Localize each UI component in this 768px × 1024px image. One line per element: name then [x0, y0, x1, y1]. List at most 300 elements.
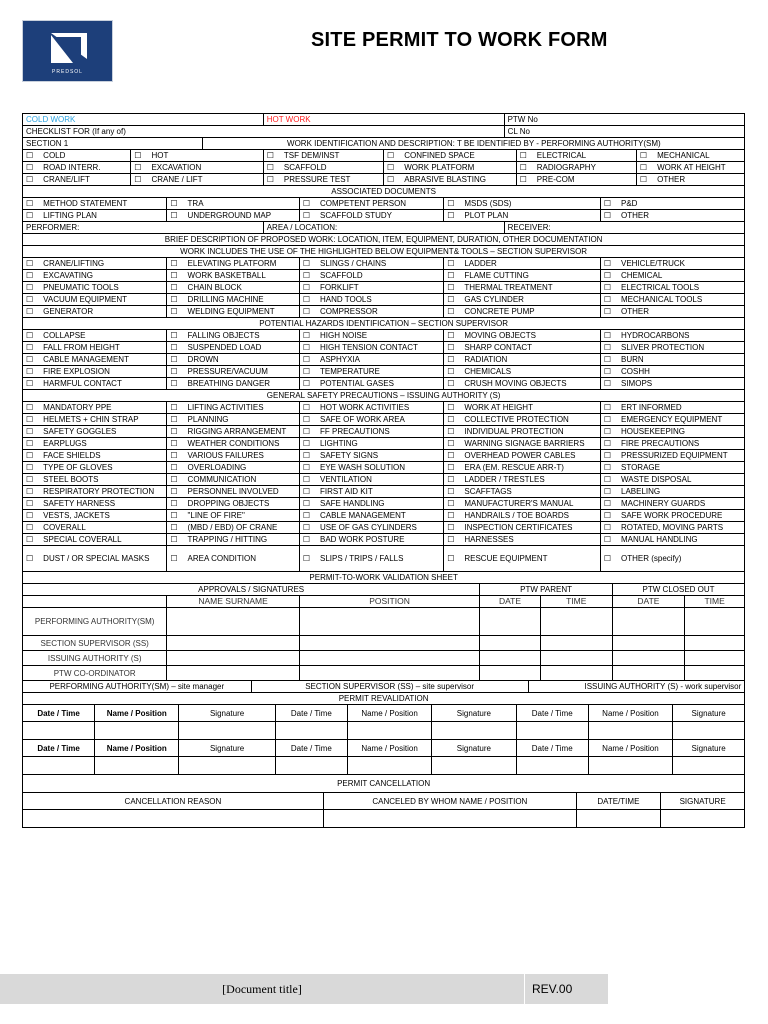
checkbox-item[interactable]	[23, 522, 167, 534]
checkbox-item[interactable]	[384, 150, 517, 162]
signature-entry-cell[interactable]	[685, 608, 745, 636]
checkbox-label: TRAPPING / HITTING	[187, 535, 268, 544]
checkbox-label: ELECTRICAL	[536, 151, 587, 160]
checkbox-item[interactable]	[444, 510, 601, 522]
checkbox-item[interactable]	[23, 498, 167, 510]
checkbox-label: METHOD STATEMENT	[43, 199, 128, 208]
checkbox-label: RESCUE EQUIPMENT	[464, 554, 548, 563]
checkbox-item[interactable]	[600, 282, 744, 294]
checkbox-item[interactable]	[444, 366, 601, 378]
checkbox-label: MOVING OBJECTS	[464, 331, 536, 340]
revalidation-entry-cell[interactable]	[516, 722, 588, 740]
checkbox-label: FALL FROM HEIGHT	[43, 343, 120, 352]
checkbox-item[interactable]	[263, 174, 383, 186]
signature-entry-cell[interactable]	[167, 651, 299, 666]
checkbox-label: FACE SHIELDS	[43, 451, 101, 460]
revalidation-entry-cell[interactable]	[432, 757, 516, 775]
checkbox-item[interactable]	[23, 462, 167, 474]
checkbox-label: DROWN	[187, 355, 219, 364]
checkbox-label: PNEUMATIC TOOLS	[43, 283, 119, 292]
revalidation-heading: Date / Time	[516, 705, 588, 722]
checkbox-item[interactable]	[23, 426, 167, 438]
checkbox-item[interactable]	[600, 210, 744, 222]
checkbox-label: ABRASIVE BLASTING	[404, 175, 487, 184]
checkbox-label: COVERALL	[43, 523, 86, 532]
checkbox-label: VEHICLE/TRUCK	[621, 259, 686, 268]
checkbox-item[interactable]	[167, 270, 299, 282]
checkbox-label: ERT INFORMED	[621, 403, 682, 412]
checkbox-item[interactable]	[167, 366, 299, 378]
revalidation-entry-cell[interactable]	[588, 722, 672, 740]
revalidation-entry-cell[interactable]	[23, 757, 95, 775]
signature-entry-cell[interactable]	[480, 651, 540, 666]
checkbox-item[interactable]	[636, 174, 744, 186]
checkbox-label: EXCAVATING	[43, 271, 93, 280]
cancel-signature-heading: SIGNATURE	[660, 793, 744, 810]
checkbox-item[interactable]	[167, 450, 299, 462]
checkbox-label: SUSPENDED LOAD	[187, 343, 262, 352]
revalidation-entry-cell[interactable]	[95, 757, 179, 775]
footer-divider	[524, 974, 525, 1004]
checkbox-item[interactable]	[299, 450, 443, 462]
checkbox-label: VESTS, JACKETS	[43, 511, 110, 520]
checkbox-item[interactable]	[167, 474, 299, 486]
section-heading: PERMIT REVALIDATION	[23, 693, 745, 705]
revalidation-entry-cell[interactable]	[275, 757, 347, 775]
checkbox-item[interactable]	[23, 294, 167, 306]
checkbox-item[interactable]	[444, 354, 601, 366]
checkbox-item[interactable]	[299, 378, 443, 390]
checkbox-item[interactable]	[131, 150, 263, 162]
logo-emblem-icon	[51, 33, 87, 63]
revalidation-entry-cell[interactable]	[516, 757, 588, 775]
revalidation-entry-cell[interactable]	[432, 722, 516, 740]
checkbox-item[interactable]	[131, 174, 263, 186]
cancel-date-heading: DATE/TIME	[576, 793, 660, 810]
role-label: PTW CO-ORDINATOR	[23, 666, 167, 681]
checkbox-item[interactable]	[444, 414, 601, 426]
signature-entry-cell[interactable]	[685, 636, 745, 651]
checkbox-item[interactable]	[23, 438, 167, 450]
signature-entry-cell[interactable]	[167, 666, 299, 681]
checkbox-label: HIGH NOISE	[319, 331, 368, 340]
checkbox-label: SPECIAL COVERALL	[43, 535, 122, 544]
revalidation-entry-cell[interactable]	[673, 722, 745, 740]
cold-work-field[interactable]: COLD WORK	[23, 114, 264, 126]
checkbox-item[interactable]	[299, 198, 443, 210]
checkbox-item[interactable]	[299, 330, 443, 342]
checkbox-label: FIRST AID KIT	[319, 487, 373, 496]
checkbox-item[interactable]	[23, 306, 167, 318]
checkbox-label: MACHINERY GUARDS	[621, 499, 706, 508]
checkbox-item[interactable]	[131, 162, 263, 174]
checkbox-label: ERA (EM. RESCUE ARR-T)	[464, 463, 564, 472]
checkbox-item[interactable]	[167, 258, 299, 270]
checkbox-item[interactable]	[444, 270, 601, 282]
checkbox-item[interactable]	[23, 486, 167, 498]
signature-entry-cell[interactable]	[299, 651, 479, 666]
checkbox-label: P&D	[621, 199, 638, 208]
checkbox-item[interactable]	[600, 486, 744, 498]
section-heading: ASSOCIATED DOCUMENTS	[23, 186, 745, 198]
checkbox-item[interactable]	[299, 342, 443, 354]
checkbox-label: SLINGS / CHAINS	[319, 259, 387, 268]
checkbox-item[interactable]	[600, 366, 744, 378]
checkbox-item[interactable]	[600, 474, 744, 486]
checkbox-item[interactable]	[600, 402, 744, 414]
checkbox-label: ELEVATING PLATFORM	[187, 259, 277, 268]
signature-entry-cell[interactable]	[685, 651, 745, 666]
revalidation-entry-cell[interactable]	[275, 722, 347, 740]
checkbox-item[interactable]	[299, 522, 443, 534]
cancellation-entry-cell[interactable]	[323, 810, 576, 828]
checkbox-item[interactable]	[299, 474, 443, 486]
checkbox-label: FIRE EXPLOSION	[43, 367, 110, 376]
checkbox-label: EYE WASH SOLUTION	[319, 463, 406, 472]
checkbox-item[interactable]	[600, 354, 744, 366]
checkbox-label: HYDROCARBONS	[621, 331, 690, 340]
checkbox-label: COSHH	[621, 367, 650, 376]
checkbox-item[interactable]	[444, 282, 601, 294]
checkbox-item[interactable]	[299, 462, 443, 474]
checkbox-label: RESPIRATORY PROTECTION	[43, 487, 155, 496]
checkbox-label: SLIPS / TRIPS / FALLS	[319, 554, 404, 563]
checkbox-label: THERMAL TREATMENT	[464, 283, 553, 292]
checkbox-label: SIMOPS	[621, 379, 653, 388]
checkbox-item[interactable]	[444, 258, 601, 270]
checkbox-item[interactable]	[23, 282, 167, 294]
cancellation-entry-cell[interactable]	[23, 810, 324, 828]
signature-entry-cell[interactable]	[299, 666, 479, 681]
checkbox-item[interactable]	[600, 306, 744, 318]
checkbox-label: OTHER (specify)	[621, 554, 682, 563]
checkbox-item[interactable]	[167, 354, 299, 366]
revalidation-heading: Signature	[179, 705, 275, 722]
checkbox-item[interactable]	[299, 486, 443, 498]
checkbox-item[interactable]	[299, 426, 443, 438]
area-location-field[interactable]: AREA / LOCATION:	[263, 222, 504, 234]
checkbox-item[interactable]	[23, 414, 167, 426]
checkbox-label: PLOT PLAN	[464, 211, 509, 220]
checkbox-item[interactable]	[299, 402, 443, 414]
checkbox-label: SAFETY HARNESS	[43, 499, 116, 508]
checkbox-item[interactable]	[23, 534, 167, 546]
checkbox-item[interactable]	[299, 306, 443, 318]
signature-entry-cell[interactable]	[167, 636, 299, 651]
checkbox-item[interactable]	[23, 546, 167, 572]
checkbox-label: MSDS (SDS)	[464, 199, 512, 208]
checkbox-label: LIFTING PLAN	[43, 211, 97, 220]
checkbox-label: PRESSURIZED EQUIPMENT	[621, 451, 728, 460]
revalidation-entry-cell[interactable]	[179, 757, 275, 775]
checkbox-label: PRE-COM	[536, 175, 575, 184]
checkbox-item[interactable]	[600, 510, 744, 522]
checkbox-item[interactable]	[167, 342, 299, 354]
checkbox-item[interactable]	[23, 270, 167, 282]
checkbox-item[interactable]	[23, 378, 167, 390]
checkbox-label: SCAFFOLD	[319, 271, 363, 280]
checkbox-item[interactable]	[600, 426, 744, 438]
checkbox-item[interactable]	[444, 546, 601, 572]
checkbox-item[interactable]	[444, 450, 601, 462]
checkbox-label: DUST / OR SPECIAL MASKS	[43, 554, 150, 563]
performer-field[interactable]: PERFORMER:	[23, 222, 264, 234]
checkbox-label: FF PRECAUTIONS	[319, 427, 390, 436]
checkbox-label: HARNESSES	[464, 535, 514, 544]
signature-entry-cell[interactable]	[167, 608, 299, 636]
signature-entry-cell[interactable]	[540, 651, 612, 666]
checkbox-item[interactable]	[299, 510, 443, 522]
checkbox-item[interactable]	[444, 534, 601, 546]
checkbox-item[interactable]	[444, 426, 601, 438]
checkbox-item[interactable]	[167, 486, 299, 498]
revision-label: REV.00	[532, 982, 573, 996]
revalidation-entry-cell[interactable]	[23, 722, 95, 740]
checkbox-item[interactable]	[444, 498, 601, 510]
checkbox-label: CRUSH MOVING OBJECTS	[464, 379, 567, 388]
checkbox-label: "LINE OF FIRE"	[187, 511, 245, 520]
checkbox-item[interactable]	[600, 294, 744, 306]
checkbox-item[interactable]	[299, 546, 443, 572]
checkbox-item[interactable]	[167, 198, 299, 210]
sig-section-supervisor: SECTION SUPERVISOR (SS) – site supervisor	[251, 681, 528, 693]
checkbox-item[interactable]	[600, 546, 744, 572]
checkbox-label: COMPRESSOR	[319, 307, 378, 316]
checkbox-item[interactable]	[600, 498, 744, 510]
checkbox-item[interactable]	[444, 474, 601, 486]
checkbox-item[interactable]	[299, 534, 443, 546]
revalidation-heading: Signature	[179, 740, 275, 757]
checkbox-item[interactable]	[167, 546, 299, 572]
checkbox-label: WORK AT HEIGHT	[464, 403, 533, 412]
checkbox-item[interactable]	[444, 462, 601, 474]
time-heading: TIME	[540, 596, 612, 608]
checkbox-label: CONFINED SPACE	[404, 151, 475, 160]
checkbox-label: CABLE MANAGEMENT	[43, 355, 129, 364]
checkbox-item[interactable]	[516, 174, 636, 186]
receiver-field[interactable]: RECEIVER:	[504, 222, 745, 234]
checkbox-item[interactable]	[167, 522, 299, 534]
checkbox-item[interactable]	[299, 354, 443, 366]
checkbox-item[interactable]	[444, 294, 601, 306]
checkbox-item[interactable]	[600, 198, 744, 210]
checkbox-item[interactable]	[23, 354, 167, 366]
revalidation-heading: Name / Position	[95, 705, 179, 722]
checkbox-item[interactable]	[167, 402, 299, 414]
signature-entry-cell[interactable]	[685, 666, 745, 681]
checkbox-item[interactable]	[23, 342, 167, 354]
time-heading: TIME	[685, 596, 745, 608]
revalidation-heading: Date / Time	[23, 705, 95, 722]
checkbox-item[interactable]	[600, 270, 744, 282]
revalidation-entry-cell[interactable]	[95, 722, 179, 740]
document-title: [Document title]	[222, 982, 302, 996]
checkbox-item[interactable]	[600, 378, 744, 390]
checkbox-item[interactable]	[23, 174, 131, 186]
checkbox-item[interactable]	[444, 402, 601, 414]
checkbox-item[interactable]	[167, 414, 299, 426]
checkbox-label: CHEMICAL	[621, 271, 663, 280]
role-label: PERFORMING AUTHORITY(SM)	[23, 608, 167, 636]
checkbox-item[interactable]	[444, 198, 601, 210]
checkbox-item[interactable]	[516, 150, 636, 162]
checkbox-label: HANDRAILS / TOE BOARDS	[464, 511, 569, 520]
checkbox-item[interactable]	[167, 282, 299, 294]
revalidation-heading: Name / Position	[95, 740, 179, 757]
signature-entry-cell[interactable]	[540, 608, 612, 636]
checkbox-item[interactable]	[299, 270, 443, 282]
checkbox-item[interactable]	[600, 522, 744, 534]
checkbox-label: OTHER	[621, 307, 649, 316]
checkbox-label: DROPPING OBJECTS	[187, 499, 270, 508]
checkbox-item[interactable]	[23, 210, 167, 222]
revalidation-entry-cell[interactable]	[588, 757, 672, 775]
checkbox-item[interactable]	[167, 462, 299, 474]
checkbox-label: EXCAVATION	[151, 163, 202, 172]
checkbox-label: HOT	[151, 151, 169, 160]
checkbox-item[interactable]	[23, 198, 167, 210]
checkbox-item[interactable]	[299, 294, 443, 306]
checkbox-item[interactable]	[167, 438, 299, 450]
checkbox-item[interactable]	[516, 162, 636, 174]
checkbox-item[interactable]	[299, 258, 443, 270]
signature-entry-cell[interactable]	[480, 636, 540, 651]
revalidation-entry-cell[interactable]	[673, 757, 745, 775]
checkbox-label: COMPETENT PERSON	[319, 199, 407, 208]
checkbox-item[interactable]	[23, 450, 167, 462]
checkbox-item[interactable]	[167, 306, 299, 318]
checkbox-item[interactable]	[299, 282, 443, 294]
checkbox-item[interactable]	[299, 414, 443, 426]
checkbox-label: PRESSURE/VACUUM	[187, 367, 268, 376]
signature-entry-cell[interactable]	[299, 608, 479, 636]
checkbox-label: CHAIN BLOCK	[187, 283, 242, 292]
checkbox-item[interactable]	[600, 342, 744, 354]
checkbox-item[interactable]	[167, 510, 299, 522]
checkbox-item[interactable]	[444, 486, 601, 498]
brief-description-heading: BRIEF DESCRIPTION OF PROPOSED WORK: LOCATION, ITEM, EQUIPMENT, DURATION, OTHER DOCUMENTATION	[23, 234, 745, 246]
role-label: SECTION SUPERVISOR (SS)	[23, 636, 167, 651]
checkbox-item[interactable]	[23, 258, 167, 270]
checkbox-item[interactable]	[600, 534, 744, 546]
section-heading: POTENTIAL HAZARDS IDENTIFICATION – SECTION SUPERVISOR	[23, 318, 745, 330]
checkbox-label: SAFE HANDLING	[319, 499, 385, 508]
section-heading: PERMIT CANCELLATION	[23, 775, 745, 793]
signature-entry-cell[interactable]	[299, 636, 479, 651]
checkbox-label: FORKLIFT	[319, 283, 359, 292]
checkbox-label: PLANNING	[187, 415, 229, 424]
checkbox-item[interactable]	[167, 498, 299, 510]
checkbox-item[interactable]	[167, 534, 299, 546]
checkbox-label: COLD	[43, 151, 66, 160]
checkbox-item[interactable]	[444, 438, 601, 450]
checkbox-label: BREATHING DANGER	[187, 379, 271, 388]
checkbox-label: SHARP CONTACT	[464, 343, 533, 352]
checkbox-item[interactable]	[167, 294, 299, 306]
checkbox-label: DRILLING MACHINE	[187, 295, 264, 304]
signature-entry-cell[interactable]	[612, 666, 684, 681]
signature-entry-cell[interactable]	[480, 666, 540, 681]
checkbox-label: CRANE/LIFT	[43, 175, 90, 184]
checklist-field[interactable]: CHECKLIST FOR (If any of)	[23, 126, 505, 138]
checkbox-item[interactable]	[444, 342, 601, 354]
checkbox-item[interactable]	[23, 402, 167, 414]
ptw-no-field[interactable]: PTW No	[504, 114, 745, 126]
hot-work-field[interactable]: HOT WORK	[263, 114, 504, 126]
checkbox-item[interactable]	[600, 414, 744, 426]
checkbox-item[interactable]	[384, 162, 517, 174]
checkbox-item[interactable]	[167, 378, 299, 390]
signature-entry-cell[interactable]	[540, 636, 612, 651]
revalidation-heading: Signature	[432, 705, 516, 722]
checkbox-item[interactable]	[263, 150, 383, 162]
name-surname-heading: NAME SURNAME	[167, 596, 299, 608]
checkbox-item[interactable]	[636, 150, 744, 162]
checkbox-item[interactable]	[263, 162, 383, 174]
checkbox-item[interactable]	[444, 306, 601, 318]
checkbox-item[interactable]	[299, 438, 443, 450]
signature-entry-cell[interactable]	[480, 608, 540, 636]
checkbox-item[interactable]	[23, 162, 131, 174]
checkbox-item[interactable]	[384, 174, 517, 186]
cancellation-entry-cell[interactable]	[660, 810, 744, 828]
checkbox-label: AREA CONDITION	[187, 554, 256, 563]
checkbox-item[interactable]	[167, 210, 299, 222]
checkbox-label: WARNING SIGNAGE BARRIERS	[464, 439, 585, 448]
checkbox-item[interactable]	[444, 210, 601, 222]
checkbox-item[interactable]	[444, 330, 601, 342]
revalidation-entry-cell[interactable]	[347, 722, 431, 740]
revalidation-heading: Signature	[432, 740, 516, 757]
checkbox-label: HOT WORK ACTIVITIES	[319, 403, 410, 412]
signature-entry-cell[interactable]	[540, 666, 612, 681]
checkbox-item[interactable]	[23, 510, 167, 522]
checkbox-label: MECHANICAL	[657, 151, 710, 160]
checkbox-item[interactable]	[600, 462, 744, 474]
signature-entry-cell[interactable]	[612, 636, 684, 651]
checkbox-label: CONCRETE PUMP	[464, 307, 535, 316]
date-heading: DATE	[612, 596, 684, 608]
checkbox-item[interactable]	[600, 438, 744, 450]
checkbox-item[interactable]	[600, 258, 744, 270]
checkbox-item[interactable]	[636, 162, 744, 174]
checkbox-item[interactable]	[600, 330, 744, 342]
checkbox-item[interactable]	[23, 474, 167, 486]
signature-entry-cell[interactable]	[612, 608, 684, 636]
checkbox-item[interactable]	[600, 450, 744, 462]
checkbox-item[interactable]	[23, 366, 167, 378]
checkbox-label: LIGHTING	[319, 439, 358, 448]
checkbox-item[interactable]	[444, 378, 601, 390]
checkbox-item[interactable]	[23, 150, 131, 162]
signature-entry-cell[interactable]	[612, 651, 684, 666]
checkbox-item[interactable]	[167, 330, 299, 342]
checkbox-item[interactable]	[167, 426, 299, 438]
checkbox-item[interactable]	[299, 366, 443, 378]
checkbox-item[interactable]	[23, 330, 167, 342]
checkbox-item[interactable]	[299, 498, 443, 510]
checkbox-label: STEEL BOOTS	[43, 475, 99, 484]
checkbox-label: USE OF GAS CYLINDERS	[319, 523, 417, 532]
checkbox-label: BAD WORK POSTURE	[319, 535, 405, 544]
checkbox-item[interactable]	[444, 522, 601, 534]
revalidation-entry-cell[interactable]	[179, 722, 275, 740]
cl-no-field[interactable]: CL No	[504, 126, 745, 138]
revalidation-entry-cell[interactable]	[347, 757, 431, 775]
checkbox-item[interactable]	[299, 210, 443, 222]
checkbox-label: MANDATORY PPE	[43, 403, 112, 412]
cancellation-entry-cell[interactable]	[576, 810, 660, 828]
